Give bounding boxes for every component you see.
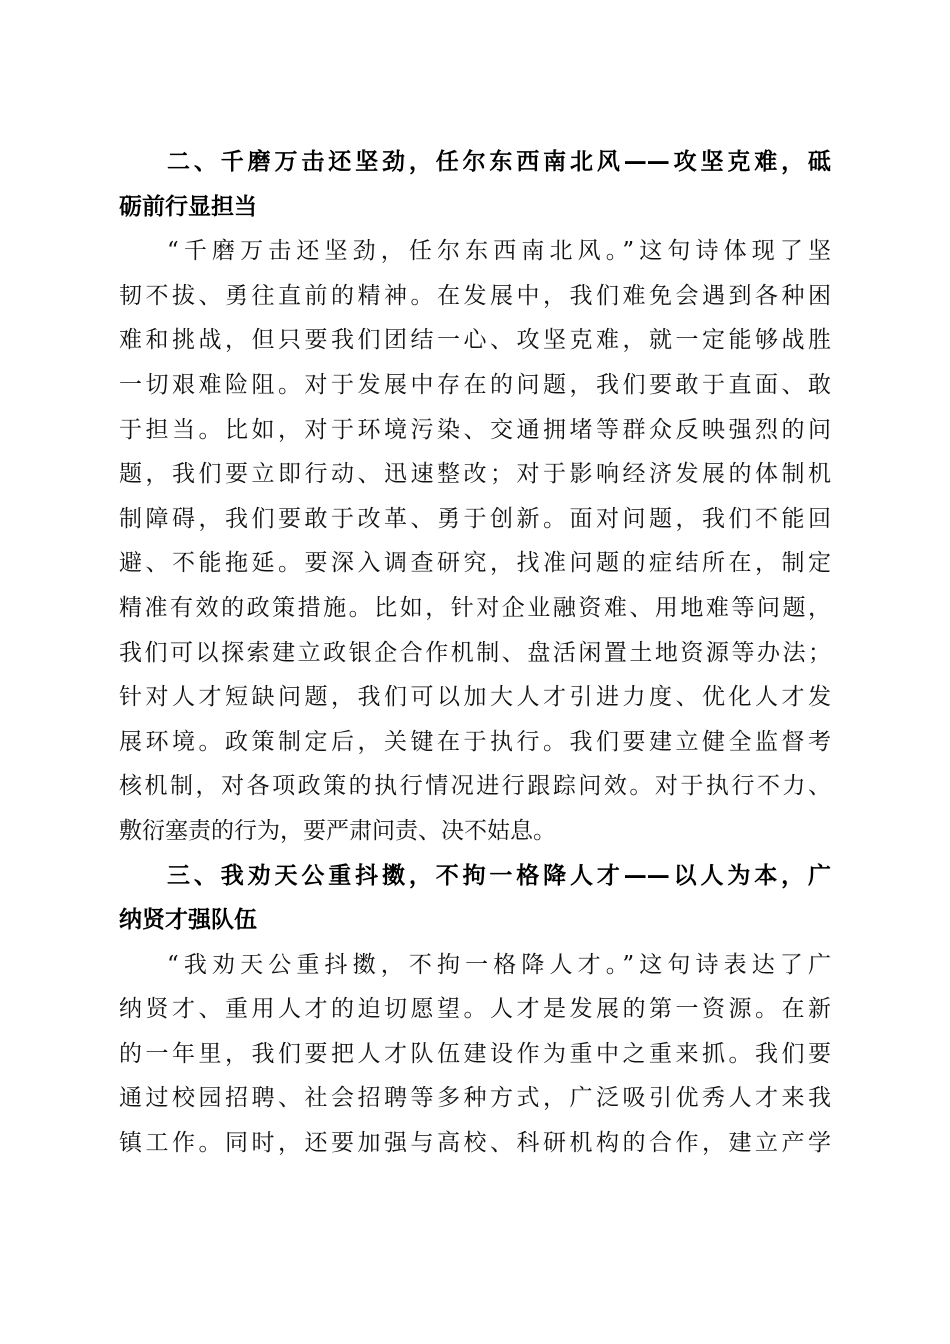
section-3-heading-line-1: 三、我劝天公重抖擞，不拘一格降人才——以人为本，广 — [167, 862, 831, 889]
section-3-body-line: “我劝天公重抖擞，不拘一格降人才。”这句诗表达了广 — [167, 951, 831, 978]
section-3-body-line: 纳贤才、重用人才的迫切愿望。人才是发展的第一资源。在新 — [119, 996, 831, 1023]
section-2-body-line: 针对人才短缺问题，我们可以加大人才引进力度、优化人才发 — [119, 684, 831, 711]
section-2-body-line: “千磨万击还坚劲，任尔东西南北风。”这句诗体现了坚 — [167, 238, 831, 265]
section-2-body-line: 敷衍塞责的行为，要严肃问责、决不姑息。 — [119, 817, 556, 844]
section-2-heading-line-1: 二、千磨万击还坚劲，任尔东西南北风——攻坚克难，砥 — [167, 149, 831, 175]
section-2-body-line: 韧不拔、勇往直前的精神。在发展中，我们难免会遇到各种困 — [119, 282, 831, 309]
section-2-body-line: 题，我们要立即行动、迅速整改；对于影响经济发展的体制机 — [119, 461, 831, 488]
section-2-body-line: 核机制，对各项政策的执行情况进行跟踪问效。对于执行不力、 — [119, 773, 831, 800]
document-body — [119, 140, 831, 1166]
section-2-body-line: 制障碍，我们要敢于改革、勇于创新。面对问题，我们不能回 — [119, 505, 831, 532]
section-3-heading-line-2: 纳贤才强队伍 — [119, 907, 257, 934]
section-2-heading-line-2: 砺前行显担当 — [119, 193, 257, 220]
section-2-body-line: 精准有效的政策措施。比如，针对企业融资难、用地难等问题， — [119, 594, 831, 621]
section-2-body-line: 展环境。政策制定后，关键在于执行。我们要建立健全监督考 — [119, 728, 831, 755]
section-3-body-line: 镇工作。同时，还要加强与高校、科研机构的合作，建立产学 — [119, 1130, 831, 1157]
section-2-body-line: 我们可以探索建立政银企合作机制、盘活闲置土地资源等办法； — [119, 639, 831, 666]
section-2-body-line: 一切艰难险阻。对于发展中存在的问题，我们要敢于直面、敢 — [119, 371, 831, 398]
section-2-body-line: 避、不能拖延。要深入调查研究，找准问题的症结所在，制定 — [119, 550, 831, 577]
section-3-body-line: 的一年里，我们要把人才队伍建设作为重中之重来抓。我们要 — [119, 1040, 831, 1067]
section-2-body-line: 难和挑战，但只要我们团结一心、攻坚克难，就一定能够战胜 — [119, 327, 831, 354]
section-3-body-line: 通过校园招聘、社会招聘等多种方式，广泛吸引优秀人才来我 — [119, 1085, 831, 1112]
section-2-body-line: 于担当。比如，对于环境污染、交通拥堵等群众反映强烈的问 — [119, 416, 831, 443]
